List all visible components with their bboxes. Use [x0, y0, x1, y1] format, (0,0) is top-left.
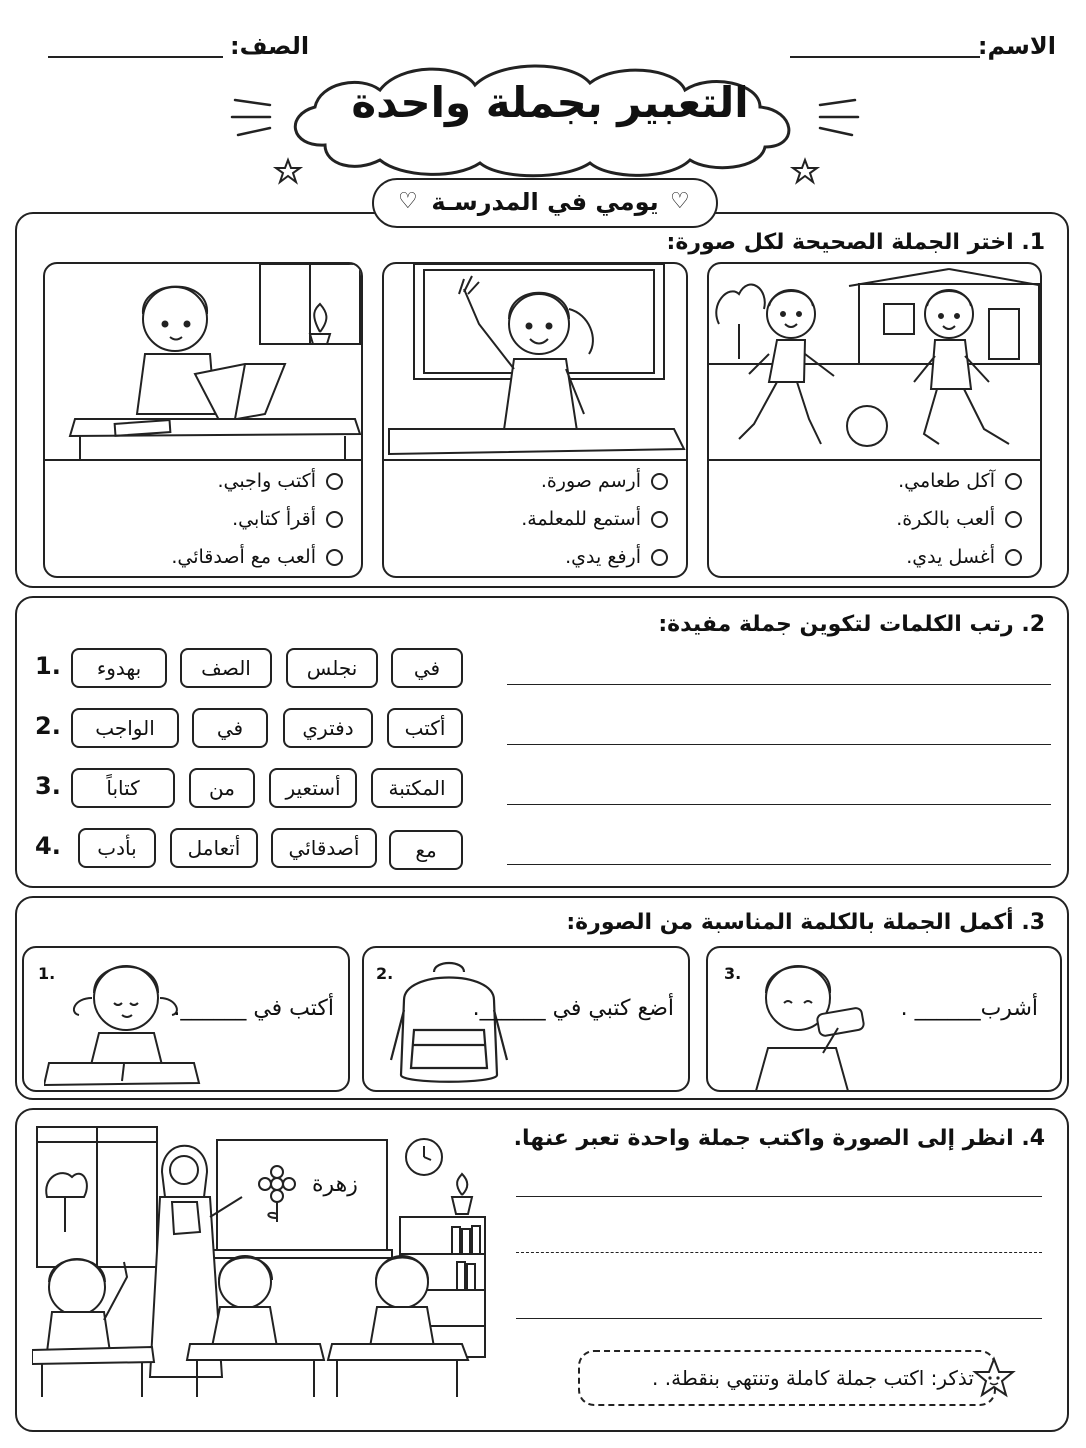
- q1-option[interactable]: أقرأ كتابي.: [232, 508, 343, 530]
- q1-card-1: [707, 262, 1042, 578]
- answer-line[interactable]: [516, 1196, 1042, 1197]
- girl-raising-hand-illustration: [384, 264, 688, 459]
- word-chip[interactable]: أتعامل: [170, 828, 258, 868]
- item-number: 3.: [724, 964, 742, 983]
- row-number: 3.: [35, 772, 61, 800]
- answer-line[interactable]: [507, 804, 1051, 805]
- word-chip[interactable]: كتاباً: [71, 768, 175, 808]
- word-chip[interactable]: دفتري: [283, 708, 373, 748]
- q1-option[interactable]: أكتب واجبي.: [217, 470, 343, 492]
- q3-title: 3. أكمل الجملة بالكلمة المناسبة من الصورة:: [566, 910, 1045, 935]
- boy-reading-illustration: [45, 264, 363, 459]
- q1-option[interactable]: أستمع للمعلمة.: [521, 508, 668, 530]
- q3-card-1: [706, 946, 1062, 1092]
- answer-line[interactable]: [516, 1318, 1042, 1319]
- row-number: 1.: [35, 652, 61, 680]
- word-chip[interactable]: الصف: [180, 648, 272, 688]
- girl-writing-illustration: [44, 953, 204, 1092]
- word-chip[interactable]: نجلس: [286, 648, 378, 688]
- boy-drinking-illustration: [748, 953, 878, 1092]
- word-chip[interactable]: أكتب: [387, 708, 463, 748]
- backpack-illustration: [389, 960, 509, 1090]
- word-chip[interactable]: بأدب: [78, 828, 156, 868]
- word-chip[interactable]: بهدوء: [71, 648, 167, 688]
- answer-line[interactable]: [507, 744, 1051, 745]
- word-chip[interactable]: في: [192, 708, 268, 748]
- heart-icon: ♡: [398, 189, 418, 214]
- q1-option[interactable]: ألعب مع أصدقائي.: [171, 546, 343, 568]
- classroom-illustration: [32, 1122, 492, 1404]
- word-chip[interactable]: أستعير: [269, 768, 357, 808]
- name-label: الاسم:: [977, 32, 1056, 60]
- q2-title: 2. رتب الكلمات لتكوين جملة مفيدة:: [658, 612, 1045, 637]
- q1-card-2: [382, 262, 688, 578]
- q3-card-2: [362, 946, 690, 1092]
- item-number: 2.: [376, 964, 394, 983]
- q4-title: 4. انظر إلى الصورة واكتب جملة واحدة تعبر عنها.: [513, 1126, 1045, 1151]
- q1-option[interactable]: أرفع يدي.: [565, 546, 668, 568]
- answer-line[interactable]: [516, 1252, 1042, 1253]
- subtitle: يومي في المدرسـة: [431, 188, 659, 216]
- word-chip[interactable]: مع: [389, 830, 463, 870]
- q3-card-3: [22, 946, 350, 1092]
- q1-option[interactable]: أغسل يدي.: [906, 546, 1022, 568]
- row-number: 2.: [35, 712, 61, 740]
- word-chip[interactable]: المكتبة: [371, 768, 463, 808]
- q3-sentence[interactable]: أكتب في ______.: [173, 996, 334, 1021]
- q3-sentence[interactable]: أضع كتبي في ______.: [472, 996, 674, 1021]
- page-title: التعبير بجملة واحدة: [351, 78, 749, 127]
- answer-line[interactable]: [507, 864, 1051, 865]
- reminder-text: تذكر: اكتب جملة كاملة وتنتهي بنقطة. .: [652, 1366, 974, 1390]
- class-label: الصف:: [230, 32, 310, 60]
- word-chip[interactable]: الواجب: [71, 708, 179, 748]
- item-number: 1.: [38, 964, 56, 983]
- word-chip[interactable]: من: [189, 768, 255, 808]
- row-number: 4.: [35, 832, 61, 860]
- class-field[interactable]: [48, 56, 223, 58]
- q1-option[interactable]: آكل طعامي.: [898, 470, 1022, 492]
- q1-title: 1. اختر الجملة الصحيحة لكل صورة:: [666, 230, 1045, 255]
- board-word: زهرة: [312, 1172, 358, 1197]
- heart-icon: ♡: [670, 189, 690, 214]
- q1-option[interactable]: ألعب بالكرة.: [896, 508, 1022, 530]
- answer-line[interactable]: [507, 684, 1051, 685]
- star-icon: [972, 1356, 1016, 1400]
- q1-option[interactable]: أرسم صورة.: [541, 470, 668, 492]
- q1-card-3: [43, 262, 363, 578]
- word-chip[interactable]: في: [391, 648, 463, 688]
- boys-playing-ball-illustration: [709, 264, 1042, 459]
- word-chip[interactable]: أصدقائي: [271, 828, 377, 868]
- q3-sentence[interactable]: أشرب______ .: [900, 996, 1038, 1021]
